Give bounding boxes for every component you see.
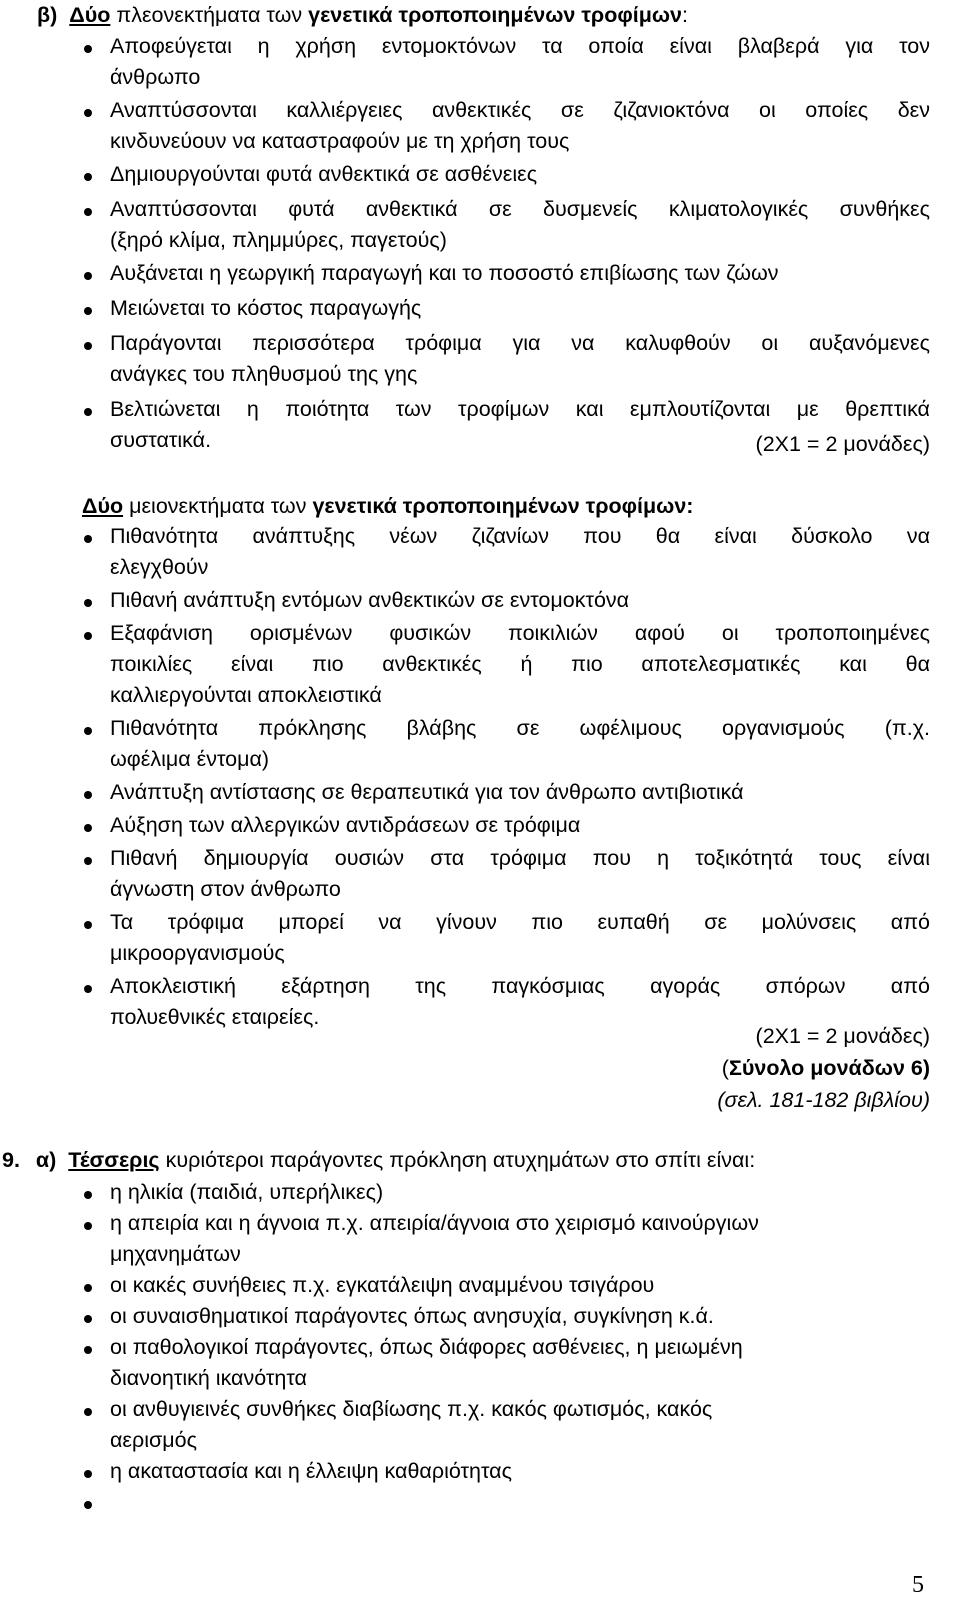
disadvantages-heading-bold2: γενετικά τροποποιημένων τροφίμων: xyxy=(312,494,694,518)
bullet-icon xyxy=(84,45,92,53)
bullet-icon xyxy=(84,1470,92,1478)
disadvantage-line: Πιθανή δημιουργία ουσιών στα τρόφιμα που η τοξικότητά τους είναι xyxy=(110,846,930,870)
advantage-line: Αυξάνεται η γεωργική παραγωγή και το ποσοστό επιβίωσης των ζώων xyxy=(110,261,779,285)
accident-factor-line: οι παθολογικοί παράγοντες, όπως διάφορες ασθένειες, η μειωμένη xyxy=(110,1335,743,1359)
disadvantage-line: καλλιεργούνται αποκλειστικά xyxy=(110,683,382,707)
disadvantages-heading xyxy=(82,494,693,519)
advantage-line: Αναπτύσσονται καλλιέργειες ανθεκτικές σε ζιζανιοκτόνα οι οποίες δεν xyxy=(110,98,930,122)
bullet-icon xyxy=(84,272,92,280)
disadvantages-score: (2X1 = 2 μονάδες) xyxy=(755,1024,930,1048)
section-beta-heading-bold2: γενετικά τροποποιημένων τροφίμων xyxy=(308,3,682,27)
total-score-bold: Σύνολο μονάδων 6) xyxy=(728,1056,930,1080)
advantage-line: Παράγονται περισσότερα τρόφιμα για να καλυφθούν οι αυξανόμενες xyxy=(110,331,930,355)
disadvantage-line: Αποκλειστική εξάρτηση της παγκόσμιας αγοράς σπόρων από xyxy=(110,974,930,998)
disadvantage-line: Πιθανότητα πρόκλησης βλάβης σε ωφέλιμους οργανισμούς (π.χ. xyxy=(110,716,930,740)
bullet-icon xyxy=(84,1284,92,1292)
bullet-icon xyxy=(84,1315,92,1323)
question-9-heading-rest: κυριότεροι παράγοντες πρόκληση ατυχημάτων στο σπίτι είναι: xyxy=(159,1148,756,1172)
bullet-icon xyxy=(84,632,92,640)
bullet-icon xyxy=(84,599,92,607)
accident-factor-line: οι ανθυγιεινές συνθήκες διαβίωσης π.χ. κακός φωτισμός, κακός xyxy=(110,1397,713,1421)
question-9-heading xyxy=(2,1148,755,1173)
book-reference: (σελ. 181-182 βιβλίου) xyxy=(717,1088,930,1112)
page-number: 5 xyxy=(912,1572,924,1598)
section-beta-heading-bold: Δύο xyxy=(69,3,111,27)
disadvantage-line: ποικιλίες είναι πιο ανθεκτικές ή πιο αποτελεσματικές και θα xyxy=(110,652,930,676)
disadvantage-line: Εξαφάνιση ορισμένων φυσικών ποικιλιών αφού οι τροποποιημένες xyxy=(110,621,930,645)
bullet-icon xyxy=(84,208,92,216)
disadvantage-line: ελεγχθούν xyxy=(110,555,209,579)
disadvantage-line: πολυεθνικές εταιρείες. xyxy=(110,1005,320,1029)
bullet-icon xyxy=(84,791,92,799)
question-9-heading-bold: Τέσσερις xyxy=(68,1148,160,1172)
advantage-line: συστατικά. xyxy=(110,428,212,452)
bullet-icon xyxy=(84,1408,92,1416)
disadvantage-line: Αύξηση των αλλεργικών αντιδράσεων σε τρόφιμα xyxy=(110,813,581,837)
total-score xyxy=(722,1056,930,1081)
advantage-line: ανάγκες του πληθυσμού της γης xyxy=(110,362,418,386)
section-beta-heading-mid: πλεονεκτήματα των xyxy=(110,3,309,27)
disadvantage-line: Πιθανή ανάπτυξη εντόμων ανθεκτικών σε εντομοκτόνα xyxy=(110,588,630,612)
advantages-score: (2X1 = 2 μονάδες) xyxy=(755,432,930,456)
accident-factor-line: η ηλικία (παιδιά, υπερήλικες) xyxy=(110,1180,384,1204)
bullet-icon xyxy=(84,857,92,865)
disadvantage-line: Πιθανότητα ανάπτυξης νέων ζιζανίων που θα είναι δύσκολο να xyxy=(110,524,930,548)
disadvantage-line: άγνωστη στον άνθρωπο xyxy=(110,877,341,901)
section-beta-label: β) xyxy=(37,3,58,27)
bullet-icon xyxy=(84,1222,92,1230)
advantage-line: Μειώνεται το κόστος παραγωγής xyxy=(110,296,422,320)
accident-factor-line: οι συναισθηματικοί παράγοντες όπως ανησυχία, συγκίνηση κ.ά. xyxy=(110,1304,714,1328)
section-beta-heading xyxy=(37,3,688,28)
bullet-icon xyxy=(84,1501,92,1509)
disadvantage-line: Τα τρόφιμα μπορεί να γίνουν πιο ευπαθή σε μολύνσεις από xyxy=(110,910,930,934)
advantage-line: Δημιουργούνται φυτά ανθεκτικά σε ασθένειες xyxy=(110,162,538,186)
bullet-icon xyxy=(84,408,92,416)
advantage-line: (ξηρό κλίμα, πλημμύρες, παγετούς) xyxy=(110,228,447,252)
bullet-icon xyxy=(84,1191,92,1199)
disadvantage-line: Ανάπτυξη αντίστασης σε θεραπευτικά για τον άνθρωπο αντιβιοτικά xyxy=(110,780,744,804)
advantage-line: Βελτιώνεται η ποιότητα των τροφίμων και εμπλουτίζονται με θρεπτικά xyxy=(110,397,930,421)
bullet-icon xyxy=(84,985,92,993)
accident-factor-line: μηχανημάτων xyxy=(110,1242,241,1266)
advantage-line: άνθρωπο xyxy=(110,65,201,89)
bullet-icon xyxy=(84,109,92,117)
bullet-icon xyxy=(84,921,92,929)
bullet-icon xyxy=(84,824,92,832)
bullet-icon xyxy=(84,307,92,315)
advantage-line: Αναπτύσσονται φυτά ανθεκτικά σε δυσμενείς κλιματολογικές συνθήκες xyxy=(110,197,930,221)
disadvantage-line: μικροοργανισμούς xyxy=(110,941,285,965)
question-number: 9. xyxy=(2,1148,20,1172)
disadvantage-line: ωφέλιμα έντομα) xyxy=(110,747,270,771)
accident-factor-line: διανοητική ικανότητα xyxy=(110,1366,307,1390)
accident-factor-line: η απειρία και η άγνοια π.χ. απειρία/άγνοια στο χειρισμό καινούργιων xyxy=(110,1211,759,1235)
advantage-line: Αποφεύγεται η χρήση εντομοκτόνων τα οποία είναι βλαβερά για τον xyxy=(110,34,930,58)
accident-factor-line: οι κακές συνήθειες π.χ. εγκατάλειψη αναμμένου τσιγάρου xyxy=(110,1273,655,1297)
question-part-label: α) xyxy=(35,1148,57,1172)
section-beta-heading-end: : xyxy=(682,3,688,27)
accident-factor-line: αερισμός xyxy=(110,1428,197,1452)
advantage-line: κινδυνεύουν να καταστραφούν με τη χρήση τους xyxy=(110,129,570,153)
bullet-icon xyxy=(84,727,92,735)
disadvantages-heading-mid: μειονεκτήματα των xyxy=(123,494,313,518)
disadvantages-heading-bold: Δύο xyxy=(82,494,124,518)
bullet-icon xyxy=(84,535,92,543)
accident-factor-line: η ακαταστασία και η έλλειψη καθαριότητας xyxy=(110,1459,512,1483)
bullet-icon xyxy=(84,1346,92,1354)
total-score-open: ( xyxy=(721,1056,729,1080)
bullet-icon xyxy=(84,342,92,350)
bullet-icon xyxy=(84,173,92,181)
